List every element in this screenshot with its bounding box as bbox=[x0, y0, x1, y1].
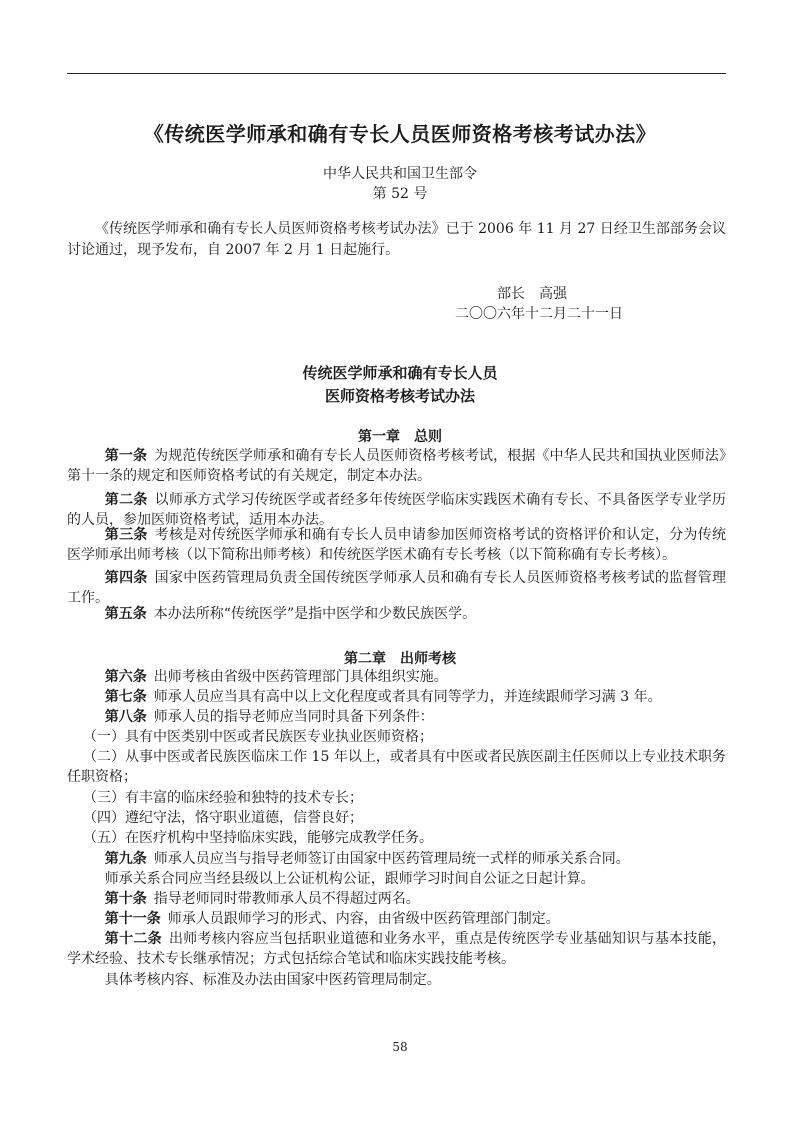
article-4 bbox=[67, 568, 726, 608]
article-12-continuation: 具体考核内容、标准及办法由国家中医药管理局制定。 bbox=[104, 972, 441, 988]
article-2 bbox=[67, 490, 726, 530]
document-title: 《传统医学师承和确有专长人员医师资格考核考试办法》 bbox=[143, 122, 657, 146]
condition-item-2: （二）从事中医或者民族医临床工作 15 年以上，或者具有中医或者民族医副主任医师以上专业技术职务任职资格； bbox=[67, 749, 726, 785]
article-12 bbox=[67, 929, 726, 969]
article-label: 第九条 bbox=[104, 851, 147, 867]
subtitle-line-2: 医师资格考核考试办法 bbox=[324, 387, 475, 405]
article-6 bbox=[67, 667, 726, 687]
article-label: 第十二条 bbox=[104, 931, 162, 947]
article-label: 第六条 bbox=[104, 669, 147, 685]
article-text: 本办法所称“传统医学”是指中医学和少数民族医学。 bbox=[153, 606, 477, 622]
order-number: 第 52 号 bbox=[372, 186, 428, 202]
article-label: 第四条 bbox=[104, 570, 148, 586]
article-7 bbox=[67, 687, 726, 707]
article-8 bbox=[67, 707, 726, 727]
header-rule bbox=[67, 73, 726, 74]
article-5 bbox=[67, 604, 726, 624]
article-text: 以师承方式学习传统医学或者经多年传统医学临床实践医术确有专长、不具备医学专业学历的人员，参加医师资格考试，适用本办法。 bbox=[67, 492, 727, 528]
article-11 bbox=[67, 909, 726, 929]
article-label: 第一条 bbox=[104, 448, 148, 464]
article-text: 师承人员的指导老师应当同时具备下列条件： bbox=[153, 709, 434, 725]
article-text: 考核是对传统医学师承和确有专长人员申请参加医师资格考试的资格评价和认定，分为传统医学师承出师考核（以下简称出师考核）和传统医学医术确有专长考核（以下简称确有专长考核）。 bbox=[67, 527, 727, 563]
article-text: 出师考核内容应当包括职业道德和业务水平，重点是传统医学专业基础知识与基本技能，学术经验、技术专长继承情况；方式包括综合笔试和临床实践技能考核。 bbox=[67, 931, 727, 967]
condition-item-1: （一）具有中医类别中医或者民族医专业执业医师资格； bbox=[83, 729, 433, 745]
article-text: 师承人员跟师学习的形式、内容，由省级中医药管理部门制定。 bbox=[167, 911, 560, 927]
intro-paragraph: 《传统医学师承和确有专长人员医师资格考核考试办法》已于 2006 年 11 月 27 日经卫生部部务会议讨论通过，现予发布，自 2007 年 2 月 1 日起施行。 bbox=[67, 221, 726, 258]
page-number: 58 bbox=[392, 1040, 408, 1054]
condition-item-4: （四）遵纪守法，恪守职业道德，信誉良好； bbox=[83, 810, 363, 826]
chapter-1-heading: 第一章 总则 bbox=[358, 429, 442, 445]
order-issuer: 中华人民共和国卫生部令 bbox=[323, 166, 477, 182]
article-text: 师承人员应当与指导老师签订由国家中医药管理局统一式样的师承关系合同。 bbox=[153, 851, 630, 867]
article-text: 国家中医药管理局负责全国传统医学师承人员和确有专长人员医师资格考核考试的监督管理工作。 bbox=[67, 570, 727, 606]
chapter-2-heading: 第二章 出师考核 bbox=[344, 651, 456, 667]
article-10 bbox=[67, 889, 726, 909]
article-text: 指导老师同时带教师承人员不得超过两名。 bbox=[153, 891, 420, 907]
article-label: 第三条 bbox=[104, 527, 148, 543]
article-9 bbox=[67, 849, 726, 869]
article-label: 第七条 bbox=[104, 689, 147, 705]
article-label: 第十条 bbox=[104, 891, 147, 907]
issue-date: 二〇〇六年十二月二十一日 bbox=[455, 306, 623, 322]
article-text: 为规范传统医学师承和确有专长人员医师资格考核考试，根据《中华人民共和国执业医师法》第十一条的规定和医师资格考试的有关规定，制定本办法。 bbox=[67, 448, 727, 484]
article-1 bbox=[67, 446, 726, 486]
article-text: 出师考核由省级中医药管理部门具体组织实施。 bbox=[153, 669, 448, 685]
condition-item-5: （五）在医疗机构中坚持临床实践，能够完成教学任务。 bbox=[83, 830, 433, 846]
condition-item-3: （三）有丰富的临床经验和独特的技术专长； bbox=[83, 790, 363, 806]
subtitle-line-1: 传统医学师承和确有专长人员 bbox=[302, 364, 498, 382]
article-label: 第五条 bbox=[104, 606, 147, 622]
article-label: 第二条 bbox=[104, 492, 148, 508]
article-label: 第八条 bbox=[104, 709, 147, 725]
article-label: 第十一条 bbox=[104, 911, 161, 927]
article-3 bbox=[67, 525, 726, 565]
article-9-continuation: 师承关系合同应当经县级以上公证机构公证，跟师学习时间自公证之日起计算。 bbox=[104, 871, 595, 887]
article-text: 师承人员应当具有高中以上文化程度或者具有同等学力，并连续跟师学习满 3 年。 bbox=[153, 689, 662, 705]
signature: 部长 高强 bbox=[497, 286, 567, 302]
